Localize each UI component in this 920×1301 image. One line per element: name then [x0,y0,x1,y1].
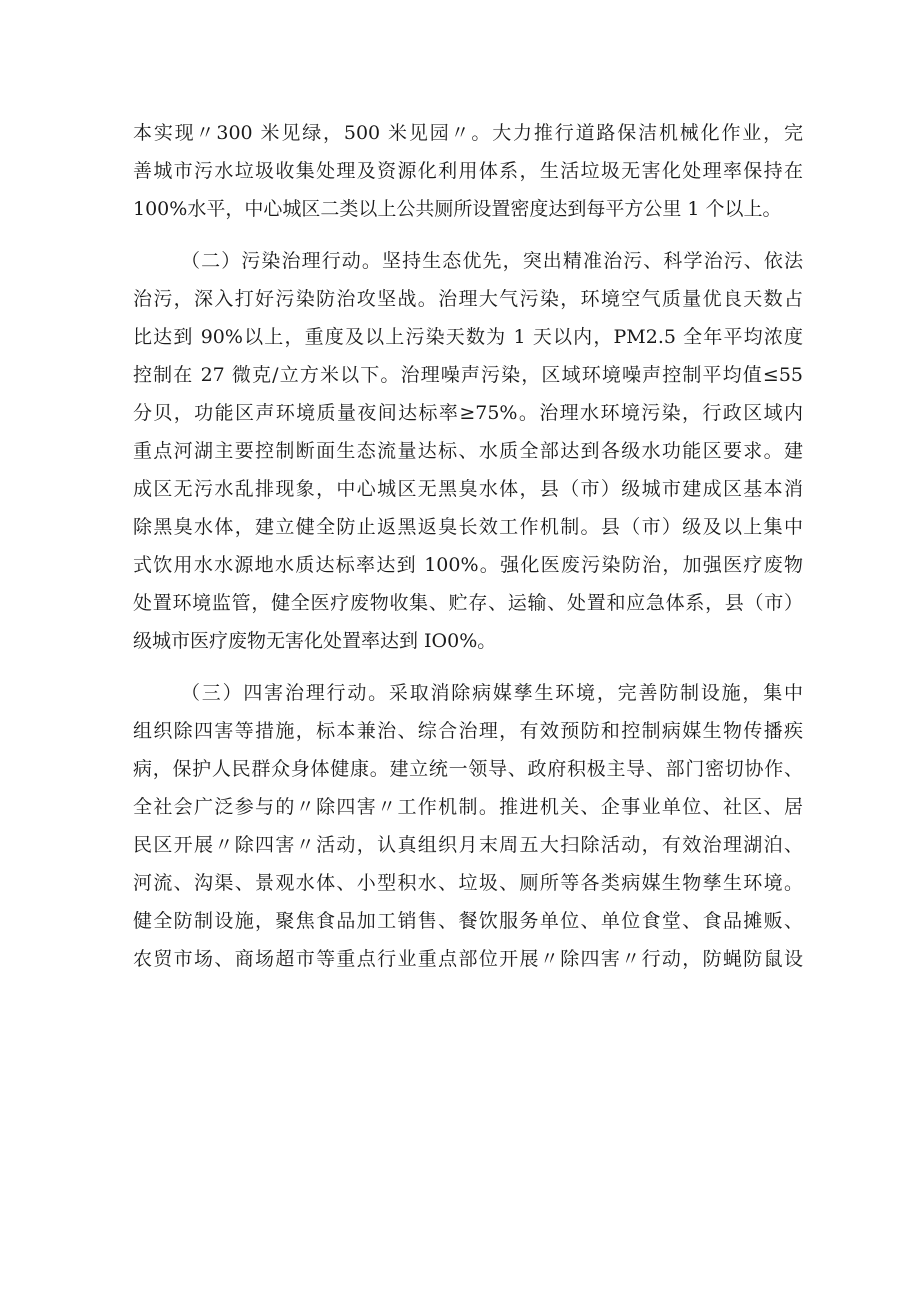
text-line: 全社会广泛参与的〃除四害〃工作机制。推进机关、企事业单位、社区、居 [133,796,803,818]
text-line: 河流、沟渠、景观水体、小型积水、垃圾、厕所等各类病媒生物孳生环境。 [133,872,803,894]
paragraph-spacer [133,228,803,242]
text-line: 重点河湖主要控制断面生态流量达标、水质全部达到各级水功能区要求。建 [133,440,803,462]
text-line: 病，保护人民群众身体健康。建立统一领导、政府积极主导、部门密切协作、 [133,758,803,780]
text-line: 善城市污水垃圾收集处理及资源化利用体系，生活垃圾无害化处理率保持在 [133,160,803,182]
text-line: 100%水平，中心城区二类以上公共厕所设置密度达到每平方公里 1 个以上。 [133,198,782,220]
text-line: 民区开展〃除四害〃活动，认真组织月末周五大扫除活动，有效治理湖泊、 [133,834,803,856]
text-line-first-indent: （三）四害治理行动。采取消除病媒孳生环境，完善防制设施，集中 [181,682,803,704]
text-line: 控制在 27 微克/立方米以下。治理噪声污染，区域环境噪声控制平均值≤55 [133,364,803,386]
text-line: 除黑臭水体，建立健全防止返黑返臭长效工作机制。县（市）级及以上集中 [133,516,803,538]
paragraph-city-environment-tail [133,114,803,228]
text-line: 健全防制设施，聚焦食品加工销售、餐饮服务单位、单位食堂、食品摊贩、 [133,910,803,932]
text-line: 农贸市场、商场超市等重点行业重点部位开展〃除四害〃行动，防蝇防鼠设 [133,948,803,970]
document-body [133,114,803,978]
paragraph-four-pests-control [133,674,803,978]
text-line: 本实现〃300 米见绿，500 米见园〃。大力推行道路保洁机械化作业，完 [133,122,803,144]
text-line: 处置环境监管，健全医疗废物收集、贮存、运输、处置和应急体系，县（市） [133,592,803,614]
text-line: 比达到 90%以上，重度及以上污染天数为 1 天以内，PM2.5 全年平均浓度 [133,326,803,348]
text-line: 式饮用水水源地水质达标率达到 100%。强化医废污染防治，加强医疗废物 [133,554,803,576]
text-line: 级城市医疗废物无害化处置率达到 IO0%。 [133,630,497,652]
paragraph-pollution-control [133,242,803,660]
text-line-first-indent: （二）污染治理行动。坚持生态优先，突出精准治污、科学治污、依法 [181,250,803,272]
text-line: 成区无污水乱排现象，中心城区无黑臭水体，县（市）级城市建成区基本消 [133,478,803,500]
text-line: 组织除四害等措施，标本兼治、综合治理，有效预防和控制病媒生物传播疾 [133,720,803,742]
text-line: 治污，深入打好污染防治攻坚战。治理大气污染，环境空气质量优良天数占 [133,288,803,310]
text-line: 分贝，功能区声环境质量夜间达标率≥75%。治理水环境污染，行政区域内 [133,402,803,424]
paragraph-spacer [133,660,803,674]
